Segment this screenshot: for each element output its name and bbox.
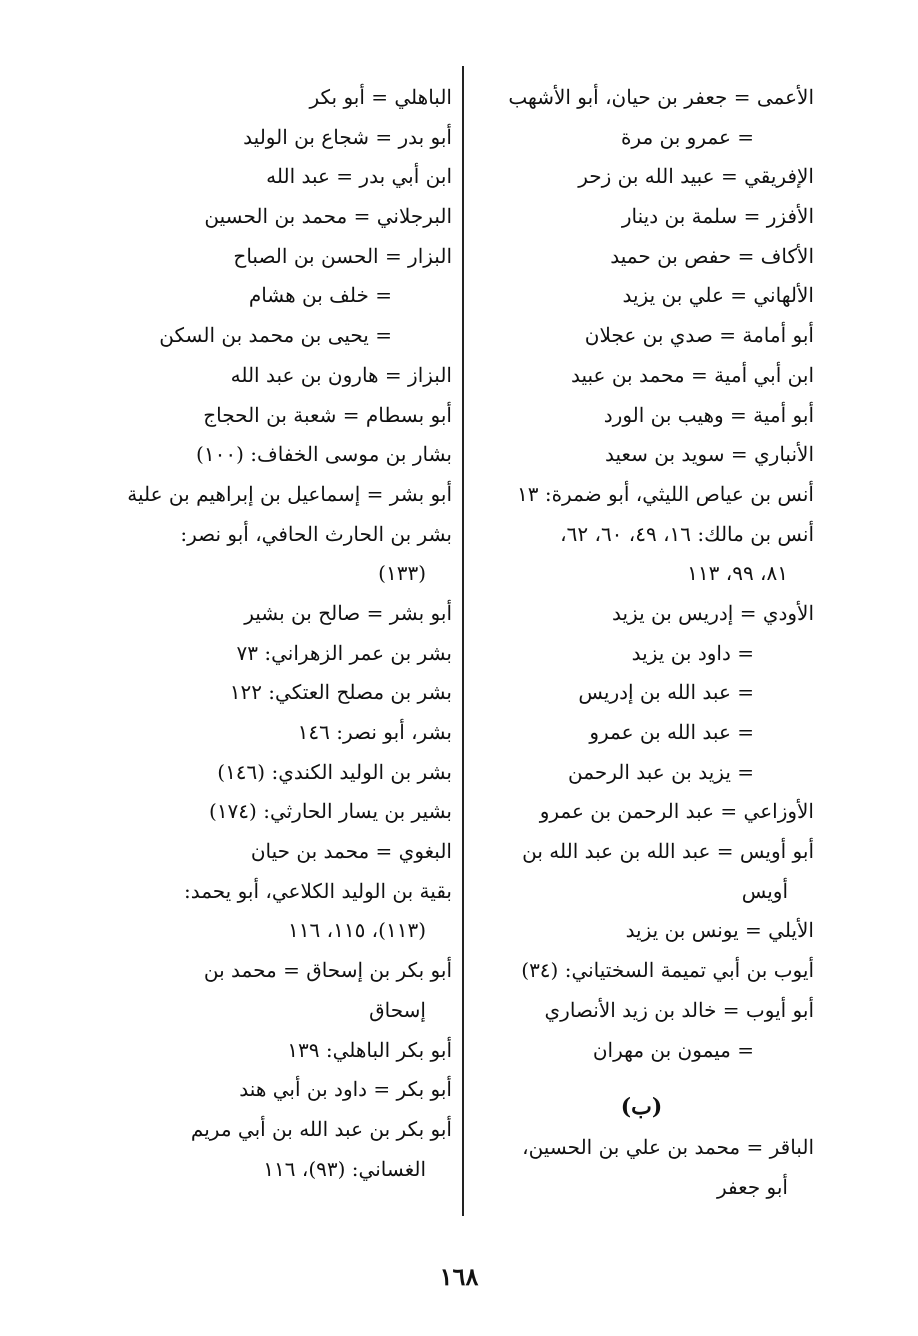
- index-entry: أبو بكر بن إسحاق = محمد بن: [203, 958, 452, 983]
- index-entry: الباقر = محمد بن علي بن الحسين،: [522, 1134, 814, 1159]
- index-entry: بشار بن موسى الخفاف: (١٠٠): [196, 442, 452, 467]
- index-entry: البزاز = هارون بن عبد الله: [230, 362, 452, 387]
- index-entry: ابن أبي بدر = عبد الله: [266, 164, 452, 189]
- index-entry: أنس بن مالك: ١٦، ٤٩، ٦٠، ٦٢،: [560, 521, 814, 546]
- index-entry: أبو بكر الباهلي: ١٣٩: [287, 1037, 452, 1062]
- index-entry: الإفريقي = عبيد الله بن زحر: [578, 164, 814, 189]
- index-entry: بشر بن مصلح العتكي: ١٢٢: [229, 680, 452, 705]
- index-entry: الأوزاعي = عبد الرحمن بن عمرو: [539, 799, 814, 824]
- index-entry: ابن أبي أمية = محمد بن عبيد: [570, 362, 814, 387]
- index-entry: الأعمى = جعفر بن حيان، أبو الأشهب: [508, 85, 814, 109]
- index-entry: الأودي = إدريس بن يزيد: [611, 600, 814, 625]
- index-entry-continuation: ٨١، ٩٩، ١١٣: [687, 561, 788, 586]
- index-entry: = يزيد بن عبد الرحمن: [568, 759, 754, 784]
- index-entry: أبو بكر بن عبد الله بن أبي مريم: [190, 1116, 452, 1141]
- index-entry: = يحيى بن محمد بن السكن: [159, 323, 392, 348]
- index-entry: الباهلي = أبو بكر: [309, 85, 452, 109]
- index-entry: بشر بن الوليد الكندي: (١٤٦): [217, 759, 452, 784]
- index-entry: أنس بن عياص الليثي، أبو ضمرة: ١٣: [516, 481, 814, 506]
- index-entry: أبو أيوب = خالد بن زيد الأنصاري: [544, 997, 814, 1022]
- index-entry: البغوي = محمد بن حيان: [250, 839, 452, 864]
- index-entry: أبو أمامة = صدي بن عجلان: [584, 323, 814, 348]
- index-entry: أبو أويس = عبد الله بن عبد الله بن: [522, 839, 814, 864]
- index-entry: الألهاني = علي بن يزيد: [622, 283, 814, 308]
- index-entry: البرجلاني = محمد بن الحسين: [204, 204, 452, 229]
- index-entry: بشر بن عمر الزهراني: ٧٣: [236, 640, 452, 665]
- index-entry: أبو بشر = صالح بن بشير: [244, 600, 452, 625]
- index-entry: = عبد الله بن عمرو: [589, 720, 754, 744]
- index-entry: أيوب بن أبي تميمة السختياني: (٣٤): [521, 958, 814, 983]
- index-entry-continuation: الغساني: (٩٣)، ١١٦: [263, 1156, 426, 1181]
- index-entry: البزار = الحسن بن الصباح: [233, 243, 452, 268]
- index-entry: أبو بكر = داود بن أبي هند: [239, 1077, 452, 1102]
- index-entry: بشر، أبو نصر: ١٤٦: [297, 720, 452, 744]
- index-entry-continuation: أبو جعفر: [717, 1174, 788, 1199]
- index-entry: = عبد الله بن إدريس: [578, 680, 754, 705]
- index-column-left: [96, 78, 452, 1189]
- index-entry: الأيلي = يونس بن يزيد: [625, 918, 814, 943]
- index-entry: أبو أمية = وهيب بن الورد: [603, 402, 814, 427]
- index-entry: الأفزر = سلمة بن دينار: [621, 204, 814, 229]
- index-entry: أبو بدر = شجاع بن الوليد: [243, 124, 452, 149]
- index-entry: بشير بن يسار الحارثي: (١٧٤): [209, 799, 452, 824]
- index-entry-continuation: أويس: [741, 878, 788, 903]
- index-entry: الأكاف = حفص بن حميد: [610, 243, 814, 268]
- index-entry-continuation: (١١٣)، ١١٥، ١١٦: [288, 918, 426, 943]
- index-entry-continuation: إسحاق: [369, 997, 426, 1022]
- index-entry: = عمرو بن مرة: [620, 124, 754, 149]
- page-number: ١٦٨: [439, 1262, 479, 1291]
- column-divider: [462, 66, 464, 1216]
- index-entry: = خلف بن هشام: [248, 283, 392, 308]
- index-entry: بشر بن الحارث الحافي، أبو نصر:: [180, 521, 452, 546]
- index-entry: الأنباري = سويد بن سعيد: [604, 442, 814, 467]
- index-entry: بقية بن الوليد الكلاعي، أبو يحمد:: [183, 878, 452, 903]
- index-entry: أبو بشر = إسماعيل بن إبراهيم بن علية: [127, 481, 452, 506]
- index-entry: = ميمون بن مهران: [592, 1037, 754, 1062]
- index-entry-continuation: (١٣٣): [378, 561, 426, 586]
- index-column-right: [469, 78, 814, 1207]
- index-entry: أبو بسطام = شعبة بن الحجاج: [203, 402, 452, 427]
- index-entry: = داود بن يزيد: [631, 640, 754, 665]
- section-heading: (ب): [620, 1094, 663, 1121]
